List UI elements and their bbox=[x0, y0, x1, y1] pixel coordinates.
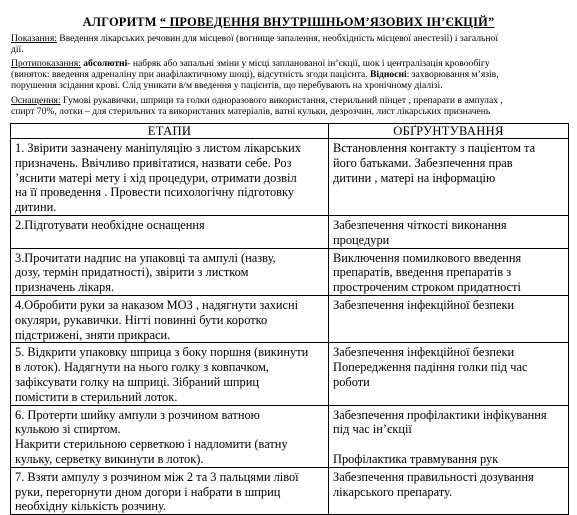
table-row bbox=[11, 343, 569, 405]
stage-cell bbox=[11, 467, 329, 514]
rationale-line: його батьками. Забезпечення прав bbox=[333, 155, 513, 170]
stage-line: дозу, термін придатності), звірити з листком bbox=[15, 265, 249, 280]
header-stages: ЕТАПИ bbox=[11, 124, 329, 139]
stage-cell bbox=[11, 405, 329, 467]
indications-text-cont: дії. bbox=[11, 44, 24, 56]
contraindications-paragraph bbox=[11, 58, 571, 92]
rationale-line: роботи bbox=[333, 374, 370, 389]
rationale-line: Встановлення контакту з пацієнтом та bbox=[333, 141, 536, 155]
rationale-line: Профілактика травмування рук bbox=[333, 451, 499, 466]
rationale-line bbox=[333, 437, 564, 452]
contra-label: Протипоказання: bbox=[11, 58, 81, 69]
stage-cell bbox=[11, 216, 329, 249]
algorithm-table bbox=[10, 123, 569, 515]
table-header-row bbox=[11, 124, 569, 139]
stage-line: підстрижені, зняти прикраси. bbox=[15, 327, 171, 342]
stage-line: 5. Відкрити упаковку шприца з боку поршня (викинути bbox=[15, 345, 309, 360]
stage-cell bbox=[11, 139, 329, 216]
stage-line: 2.Підготувати необхідне оснащення bbox=[15, 218, 205, 232]
stage-line: кулькою зі спиртом. bbox=[15, 422, 121, 437]
table-row bbox=[11, 216, 569, 249]
equipment-label: Оснащення: bbox=[11, 95, 61, 106]
stage-line: 1. Звірити зазначену маніпуляцію з листом лікарських bbox=[15, 141, 301, 155]
header-rationale: ОБҐРУНТУВАННЯ bbox=[329, 124, 569, 139]
stage-line: зафіксувати голку на шприці. Зібраний шприц bbox=[15, 374, 260, 389]
rationale-line: Виключення помилкового введення bbox=[333, 250, 522, 265]
table-row bbox=[11, 295, 569, 342]
stage-line: 4.Обробити руки за наказом МОЗ , надягнути захисні bbox=[15, 297, 299, 312]
rationale-line: простроченим строком придатності bbox=[333, 280, 521, 295]
equipment-text: Гумові рукавички, шприци та голки одноразового використання, стерильний пінцет , препарати в ампулах , bbox=[60, 95, 503, 106]
table-body bbox=[11, 139, 569, 515]
rationale-line: Забезпечення профілактики інфікування bbox=[333, 407, 547, 422]
rationale-cell bbox=[329, 248, 569, 295]
equipment-text-cont: спирт 70%, лотки – для стерильних та використаних матеріалів, ватні кульки, дезрозчин, лист лікарських призначень bbox=[11, 106, 491, 118]
stage-line: Накрити стерильною серветкою і надломити (ватну bbox=[15, 437, 288, 452]
stage-line: необхідну кількість розчину. bbox=[15, 499, 167, 514]
stage-line: дитини. bbox=[15, 200, 57, 215]
stage-cell bbox=[11, 248, 329, 295]
stage-line: призначень лікаря. bbox=[15, 280, 115, 295]
table-row bbox=[11, 248, 569, 295]
contra-relative-text: : захворювання м’язів, bbox=[406, 69, 499, 81]
stage-line: 6. Протерти шийку ампули з розчином ватною bbox=[15, 407, 260, 422]
stage-line: руки, перегорнути дном догори і набрати в шприц bbox=[15, 484, 281, 499]
stage-cell bbox=[11, 295, 329, 342]
contra-text-cont: (виняток: введення адреналіну при анафілактичному шоці), відсутність згоди пацієнта. bbox=[11, 69, 370, 81]
stage-line: в лоток). Надягнути на нього голку з ковпачком, bbox=[15, 360, 269, 375]
title-prefix: АЛГОРИТМ bbox=[82, 15, 160, 29]
table-row bbox=[11, 139, 569, 216]
indications-text: Введення лікарських речовин для місцевої (вогнище запалення, необхідність місцевої анестезії) і загальної bbox=[56, 33, 498, 44]
rationale-cell bbox=[329, 467, 569, 514]
rationale-line: процедури bbox=[333, 232, 390, 247]
contra-relative: Відносні bbox=[369, 69, 407, 81]
stage-line: призначень. Ввічливо привітатися, назвати себе. Роз bbox=[15, 155, 292, 170]
rationale-line: лікарського препарату. bbox=[333, 484, 453, 499]
indications-label: Показання: bbox=[11, 33, 57, 44]
rationale-line: Забезпечення інфекційної безпеки bbox=[333, 345, 515, 360]
rationale-line: під час ін’єкції bbox=[333, 422, 412, 437]
rationale-line: Забезпечення правильності дозування bbox=[333, 469, 534, 484]
stage-cell bbox=[11, 343, 329, 405]
rationale-cell bbox=[329, 216, 569, 249]
rationale-cell bbox=[329, 295, 569, 342]
contra-text: - набряк або запальні зміни у місці запланованої ін’єкції, шок і централізація кровообігу bbox=[127, 58, 490, 69]
stage-line: помістити в стерильний лоток. bbox=[15, 389, 178, 404]
stage-line: на її проведення . Провести психологічну підготовку bbox=[15, 185, 295, 200]
contra-text-end: порушення зсідання крові. Слід уникати в/м введення у пацієнтів, що перебувають на хронічному діалізі. bbox=[11, 80, 443, 92]
stage-line: кульку, серветку викинути в лоток). bbox=[15, 451, 204, 466]
stage-line: 7. Взяти ампулу з розчином між 2 та 3 пальцями лівої bbox=[15, 469, 299, 484]
contra-absolute: абсолютні bbox=[80, 58, 128, 69]
rationale-line: дитини , матері на інформацію bbox=[333, 170, 496, 185]
rationale-line: Забезпечення чіткості виконання bbox=[333, 218, 507, 232]
indications-paragraph bbox=[11, 33, 571, 55]
rationale-cell bbox=[329, 343, 569, 405]
rationale-line: препаратів, введення препаратів з bbox=[333, 265, 512, 280]
equipment-paragraph bbox=[11, 95, 571, 117]
document-title bbox=[0, 15, 577, 29]
title-main: “ ПРОВЕДЕННЯ ВНУТРІШНЬОМ’ЯЗОВИХ ІН’ЄКЦІЙ” bbox=[159, 15, 495, 29]
stage-line: окуляри, рукавички. Нігті повинні бути коротко bbox=[15, 312, 268, 327]
table-row bbox=[11, 405, 569, 467]
rationale-line: Забезпечення інфекційної безпеки bbox=[333, 297, 515, 312]
table-row bbox=[11, 467, 569, 514]
rationale-cell bbox=[329, 139, 569, 216]
stage-line: ’яснити матері мету і хід процедури, отримати дозвіл bbox=[15, 170, 297, 185]
stage-line: 3.Прочитати надпис на упаковці та ампулі (назву, bbox=[15, 250, 276, 265]
rationale-cell bbox=[329, 405, 569, 467]
rationale-line: Попередження падіння голки під час bbox=[333, 360, 528, 375]
